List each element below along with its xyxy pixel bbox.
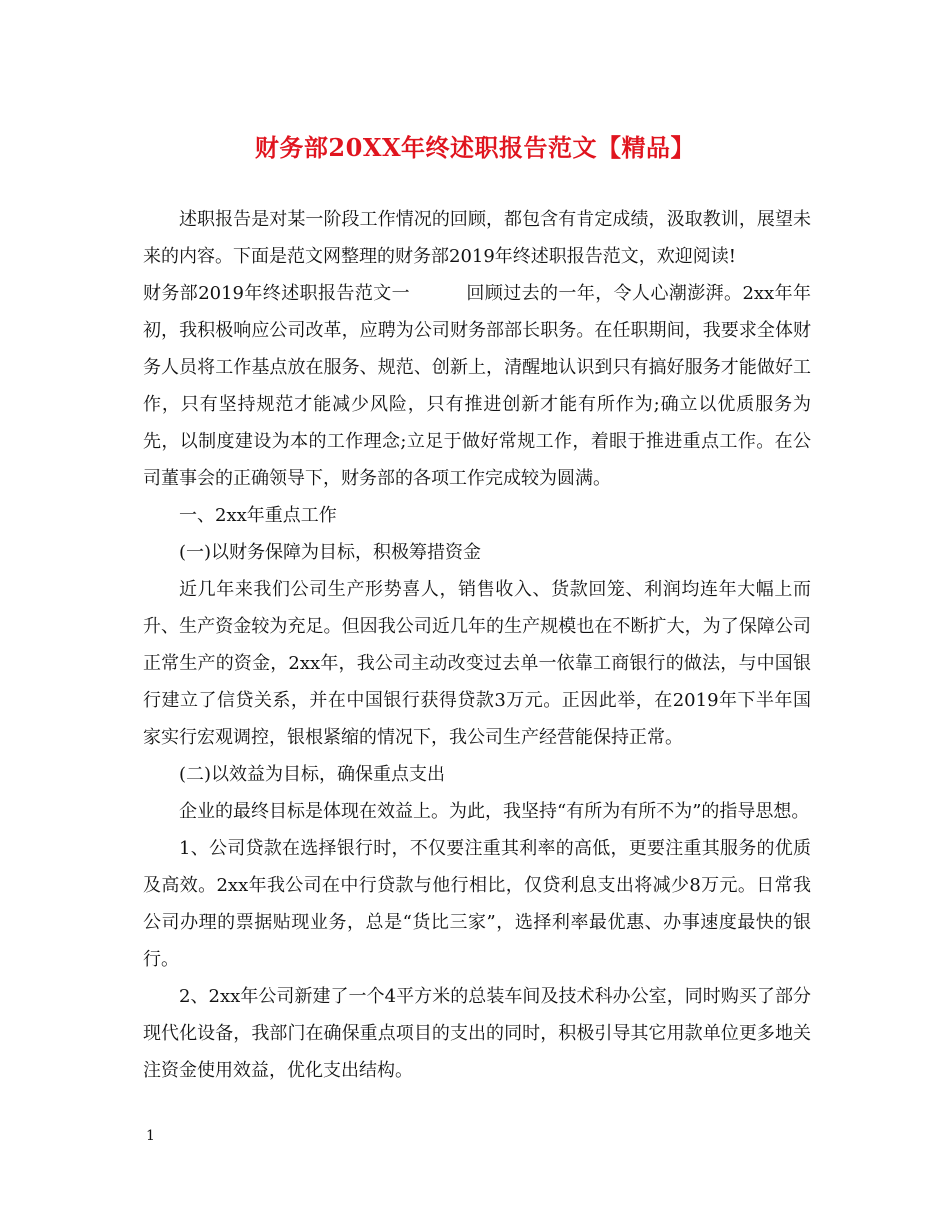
subsection-heading-1: (一)以财务保障为目标，积极筹措资金	[179, 542, 482, 563]
list-item-2: 2、2xx年公司新建了一个4平方米的总装车间及技术科办公室，同时购买了部分现代化设备，我部门在确保重点项目的支出的同时，积极引导其它用款单位更多地关注资金使用效益，优化支出结构。	[143, 986, 811, 1081]
subsection-1-paragraph: 近几年来我们公司生产形势喜人，销售收入、货款回笼、利润均连年大幅上而升、生产资金较为充足。但因我公司近几年的生产规模也在不断扩大，为了保障公司正常生产的资金，2xx年，我公司主动改变过去单一依靠工商银行的做法，与中国银行建立了信贷关系，并在中国银行获得贷款3万元。正因此举，在2019年下半年国家实行宏观调控，银根紧缩的情况下，我公司生产经营能保持正常。	[143, 579, 811, 748]
subsection-2-paragraph: 企业的最终目标是体现在效益上。为此，我坚持“有所为有所不为”的指导思想。	[179, 801, 810, 822]
document-body	[143, 201, 811, 1089]
intro-paragraph: 述职报告是对某一阶段工作情况的回顾，都包含有肯定成绩，汲取教训，展望未来的内容。下面是范文网整理的财务部2019年终述职报告范文，欢迎阅读!	[143, 209, 811, 267]
list-item-1: 1、公司贷款在选择银行时，不仅要注重其利率的高低，更要注重其服务的优质及高效。2xx年我公司在中行贷款与他行相比，仅贷利息支出将减少8万元。日常我公司办理的票据贴现业务，总是“货比三家”，选择利率最优惠、办事速度最快的银行。	[143, 838, 811, 970]
document-title: 财务部20XX年终述职报告范文【精品】	[254, 133, 696, 162]
page-number: 1	[146, 1128, 155, 1144]
sample-text: 回顾过去的一年，令人心潮澎湃。2xx年年初，我积极响应公司改革，应聘为公司财务部部长职务。在任职期间，我要求全体财务人员将工作基点放在服务、规范、创新上，清醒地认识到只有搞好服务才能做好工作，只有坚持规范才能减少风险，只有推进创新才能有所作为;确立以优质服务为先，以制度建设为本的工作理念;立足于做好常规工作，着眼于推进重点工作。在公司董事会的正确领导下，财务部的各项工作完成较为圆满。	[143, 283, 811, 489]
sample-heading: 财务部2019年终述职报告范文一	[143, 283, 411, 304]
section-heading-1: 一、2xx年重点工作	[179, 505, 337, 526]
subsection-heading-2: (二)以效益为目标，确保重点支出	[179, 764, 446, 785]
sample-paragraph	[143, 275, 811, 497]
